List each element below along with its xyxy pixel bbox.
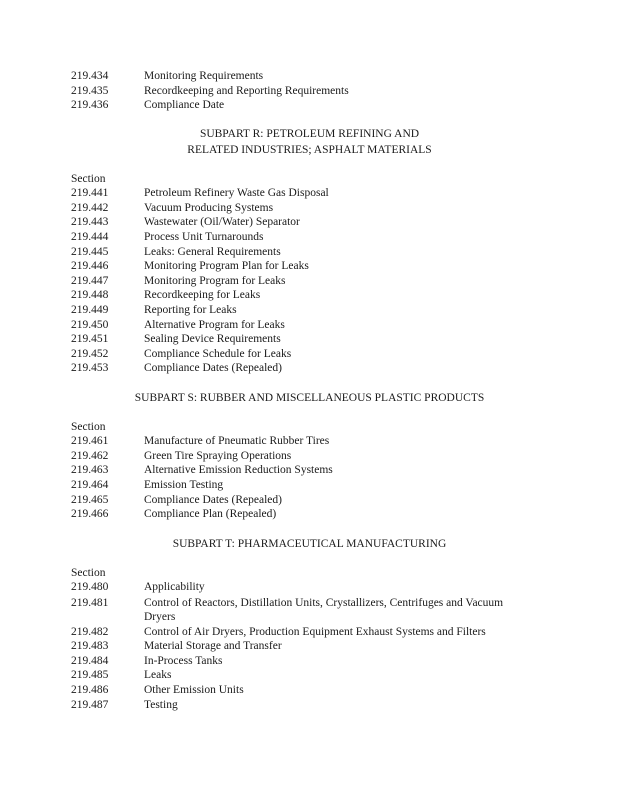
subpart-s-heading: SUBPART S: RUBBER AND MISCELLANEOUS PLASTIC PRODUCTS: [134, 392, 485, 404]
section-number: 219.462: [71, 450, 109, 462]
section-title: Material Storage and Transfer: [144, 640, 282, 652]
section-title: Sealing Device Requirements: [144, 333, 281, 345]
section-number: 219.445: [71, 246, 109, 258]
section-number: 219.465: [71, 494, 109, 506]
section-number: 219.481: [71, 597, 109, 609]
section-number: 219.483: [71, 640, 109, 652]
section-title: Testing: [144, 699, 178, 711]
section-title: Recordkeeping and Reporting Requirements: [144, 85, 349, 97]
section-title: In-Process Tanks: [144, 655, 223, 667]
section-number: 219.486: [71, 684, 109, 696]
section-title: Compliance Date: [144, 99, 225, 111]
section-number: 219.485: [71, 669, 109, 681]
section-number: 219.482: [71, 626, 109, 638]
section-title: Monitoring Program for Leaks: [144, 275, 286, 287]
subpart-t-heading: SUBPART T: PHARMACEUTICAL MANUFACTURING: [172, 538, 447, 550]
section-number: 219.484: [71, 655, 109, 667]
section-title: Monitoring Program Plan for Leaks: [144, 260, 309, 272]
section-label: Section: [71, 567, 106, 579]
section-title: Compliance Schedule for Leaks: [144, 348, 292, 360]
section-title: Monitoring Requirements: [144, 70, 264, 82]
section-number: 219.448: [71, 289, 109, 301]
section-title: Alternative Program for Leaks: [144, 319, 285, 331]
section-title: Leaks: General Requirements: [144, 246, 281, 258]
section-title: Compliance Dates (Repealed): [144, 494, 282, 506]
section-number: 219.435: [71, 85, 109, 97]
section-number: 219.480: [71, 581, 109, 593]
section-number: 219.466: [71, 508, 109, 520]
section-number: 219.453: [71, 362, 109, 374]
subpart-r-heading-line2: RELATED INDUSTRIES; ASPHALT MATERIALS: [187, 144, 432, 156]
section-number: 219.446: [71, 260, 109, 272]
section-title: Manufacture of Pneumatic Rubber Tires: [144, 435, 330, 447]
section-title: Compliance Dates (Repealed): [144, 362, 282, 374]
section-number: 219.443: [71, 216, 109, 228]
section-number: 219.441: [71, 187, 109, 199]
section-title: Process Unit Turnarounds: [144, 231, 264, 243]
section-number: 219.463: [71, 464, 109, 476]
section-label: Section: [71, 173, 106, 185]
section-title: Emission Testing: [144, 479, 224, 491]
section-title: Alternative Emission Reduction Systems: [144, 464, 333, 476]
section-title: Recordkeeping for Leaks: [144, 289, 261, 301]
section-number: 219.450: [71, 319, 109, 331]
section-title: Petroleum Refinery Waste Gas Disposal: [144, 187, 329, 199]
section-number: 219.487: [71, 699, 109, 711]
section-title: Compliance Plan (Repealed): [144, 508, 277, 520]
section-title: Leaks: [144, 669, 172, 681]
section-title: Wastewater (Oil/Water) Separator: [144, 216, 300, 228]
section-title: Vacuum Producing Systems: [144, 202, 274, 214]
section-number: 219.434: [71, 70, 109, 82]
section-title: Control of Reactors, Distillation Units, Crystallizers, Centrifuges and Vacuum: [144, 597, 504, 609]
section-number: 219.444: [71, 231, 109, 243]
section-number: 219.464: [71, 479, 109, 491]
section-title: Control of Air Dryers, Production Equipment Exhaust Systems and Filters: [144, 626, 486, 638]
section-title: Other Emission Units: [144, 684, 244, 696]
section-title-continuation: Dryers: [144, 611, 176, 623]
section-label: Section: [71, 421, 106, 433]
section-title: Green Tire Spraying Operations: [144, 450, 292, 462]
subpart-r-heading-line1: SUBPART R: PETROLEUM REFINING AND: [199, 128, 420, 140]
section-number: 219.461: [71, 435, 109, 447]
section-number: 219.447: [71, 275, 109, 287]
section-number: 219.449: [71, 304, 109, 316]
section-number: 219.452: [71, 348, 109, 360]
section-number: 219.451: [71, 333, 109, 345]
section-title: Applicability: [144, 581, 205, 593]
section-number: 219.436: [71, 99, 109, 111]
section-title: Reporting for Leaks: [144, 304, 237, 316]
section-number: 219.442: [71, 202, 109, 214]
